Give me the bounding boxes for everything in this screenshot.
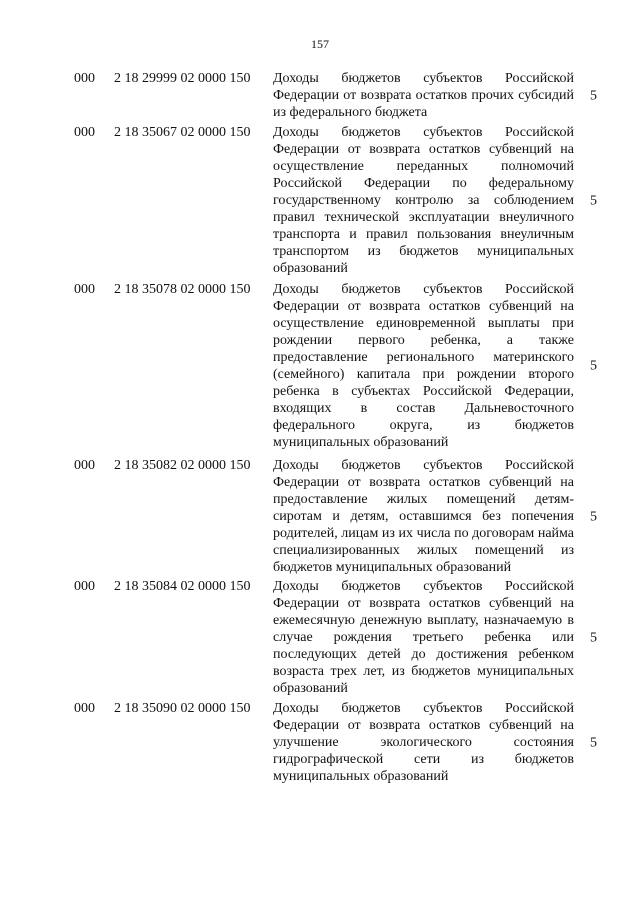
- admin-code: 000: [74, 125, 95, 140]
- budget-code: 2 18 35084 02 0000 150: [114, 579, 251, 594]
- budget-code: 2 18 35078 02 0000 150: [114, 282, 251, 297]
- table-row: [0, 700, 640, 785]
- budget-code: 2 18 35090 02 0000 150: [114, 701, 251, 716]
- table-row: [0, 578, 640, 697]
- table-row: [0, 457, 640, 576]
- income-description: Доходы бюджетов субъектов Российской Федерации от возврата остатков субвенций на осуществление переданных полномочий Российской Федерации по федеральному государственному контролю за соблюдением правил технической эксплуатации внеуличного транспорта и правил пользования внеуличным транспортом из бюджетов муниципальных образований: [273, 125, 574, 276]
- admin-code: 000: [74, 579, 95, 594]
- table-row: [0, 70, 640, 121]
- budget-code: 2 18 35082 02 0000 150: [114, 458, 251, 473]
- income-description: Доходы бюджетов субъектов Российской Федерации от возврата остатков субвенций на осуществление единовременной выплаты при рождении первого ребенка, а также предоставление регионального материнского (семейного) капитала при рождении второго ребенка в субъектах Российской Федерации, входящих в состав Дальневосточного федерального округа, из бюджетов муниципальных образований: [273, 282, 574, 450]
- income-description: Доходы бюджетов субъектов Российской Федерации от возврата остатков субвенций на улучшение экологического состояния гидрографической сети из бюджетов муниципальных образований: [273, 701, 574, 784]
- amount-value: 5: [590, 358, 597, 374]
- admin-code: 000: [74, 458, 95, 473]
- amount-value: 5: [590, 735, 597, 750]
- page-number: 157: [311, 37, 329, 51]
- income-description: Доходы бюджетов субъектов Российской Федерации от возврата остатков субвенций на ежемесячную денежную выплату, назначаемую в случае рождения третьего ребенка или последующих детей до достижения ребенком возраста трех лет, из бюджетов муниципальных образований: [273, 579, 574, 696]
- admin-code: 000: [74, 282, 95, 297]
- amount-value: 5: [590, 630, 597, 645]
- admin-code: 000: [74, 71, 95, 86]
- income-description: Доходы бюджетов субъектов Российской Федерации от возврата остатков субвенций на предоставление жилых помещений детям-сиротам и детям, оставшимся без попечения родителей, лицам из их числа по договорам найма специализированных жилых помещений из бюджетов муниципальных образований: [273, 458, 574, 575]
- admin-code: 000: [74, 701, 95, 716]
- amount-value: 5: [590, 509, 597, 524]
- income-description: Доходы бюджетов субъектов Российской Федерации от возврата остатков прочих субсидий из федерального бюджета: [273, 71, 574, 120]
- amount-value: 5: [590, 193, 597, 208]
- budget-code: 2 18 35067 02 0000 150: [114, 125, 251, 140]
- table-row: [0, 281, 640, 451]
- amount-value: 5: [590, 88, 597, 103]
- budget-code: 2 18 29999 02 0000 150: [114, 71, 251, 86]
- budget-table: [0, 70, 640, 785]
- table-row: [0, 124, 640, 277]
